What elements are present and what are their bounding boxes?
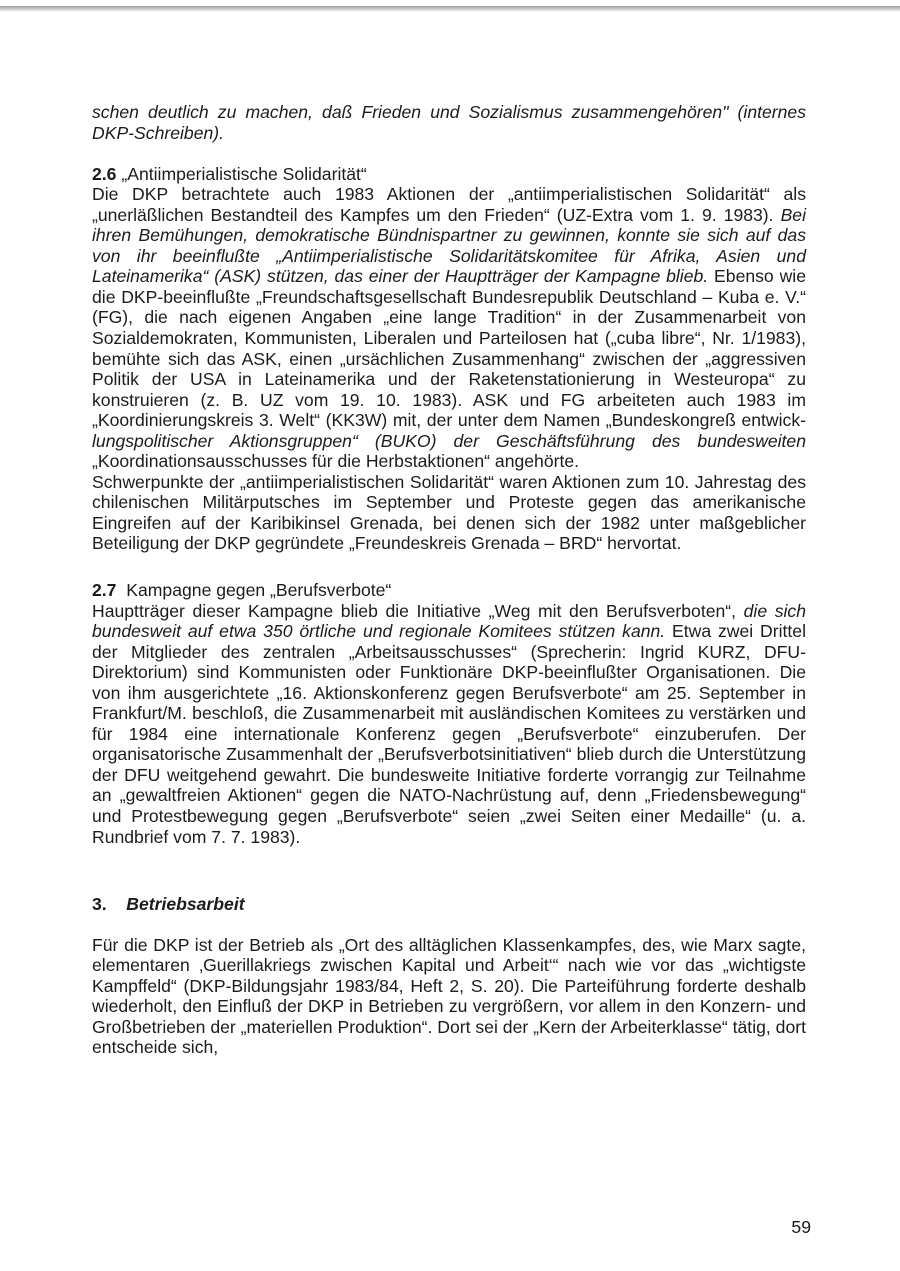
section-3-number: 3.: [92, 893, 107, 914]
spacer: [92, 914, 806, 935]
section-2-7-title: Kampagne gegen „Berufsverbote“: [126, 579, 392, 600]
intro-paragraph: [92, 102, 806, 143]
text-run: Schwerpunkte der „antiimperialistischen Solidarität“ waren Aktionen zum 10. Jahrestag des chilenischen Militärputsches im September und Proteste gegen das amerikanische Eingreifen auf der Karibikinsel Grenada, bei denen sich der 1982 unter maßgeblicher Beteiligung der DKP gegründete „Freundeskreis Grenada – BRD“ hervortat.: [92, 471, 806, 554]
text-run: Etwa zwei Drittel der Mitglieder des zentralen „Arbeitsausschusses“ (Sprecherin: Ingrid KURZ, DFU-Direktorium) sind Kommunisten oder Funktionäre DKP-beeinflußter Organisationen. Die von ihm ausgerichtete „16. Aktionskonferenz gegen Berufsverbote“ am 25. September in Frankfurt/M. beschloß, die Zusammenarbeit mit ausländischen Komitees zu verstärken und für 1984 eine internationale Konferenz gegen „Berufsverbote“ einzuberufen. Der organisatorische Zusammenhalt der „Berufsverbotsinitiativen“ blieb durch die Unterstützung der DFU weitgehend gewahrt. Die bundesweite Initiative forderte vorrangig zur Teilnahme an „gewaltfreien Aktionen“ gegen die NATO-Nachrüstung auf, denn „Friedensbewegung“ und Protestbewegung gegen „Berufsverbote“ seien „zwei Seiten einer Medaille“ (u. a. Rundbrief vom 7. 7. 1983).: [92, 621, 806, 847]
section-2-6-paragraph-1: [92, 184, 806, 472]
text-run-italic: die sich bundesweit auf etwa 350 örtliche und regionale Komitees stützen kann.: [92, 600, 806, 642]
section-3-heading: [92, 894, 806, 915]
text-run-italic: Bei ihren Bemühungen, demokratische Bündnispartner zu gewinnen, konnte sie sich auf das von ihr beeinflußte „Antiimperialistische Solidaritätskomitee für Afrika, Asien und Lateinamerika“ (ASK) stützen, das einer der Hauptträger der Kampagne blieb.: [92, 204, 806, 287]
section-3-title: Betriebsarbeit: [126, 893, 245, 914]
spacer: [92, 847, 806, 873]
section-2-6-paragraph-2: [92, 472, 806, 554]
section-2-7-number: 2.7: [92, 579, 117, 600]
spacer: [92, 554, 806, 580]
text-run: Für die DKP ist der Betrieb als „Ort des alltäglichen Klassenkampfes, des, wie Marx sagte, elementaren ‚Guerillakriegs zwischen Kapital und Arbeit‘“ nach wie vor das „wichtigste Kampffeld“ (DKP-Bildungsjahr 1983/84, Heft 2, S. 20). Die Parteiführung forderte deshalb wiederholt, den Einfluß der DKP in Betrieben zu vergrößern, vor allem in den Konzern- und Großbetrieben der „materiellen Produktion“. Dort sei der „Kern der Arbeiterklasse“ tätig, dort entscheide sich,: [92, 934, 806, 1058]
spacer: [92, 873, 806, 894]
section-2-7-heading: [92, 580, 806, 601]
text-run-italic: lungspolitischer Aktionsgruppen“ (BUKO) der Geschäftsführung des bundesweiten: [92, 430, 806, 451]
intro-text: schen deutlich zu machen, daß Frieden und Sozialismus zusammengehören" (internes DKP-Schreiben).: [92, 102, 806, 143]
section-2-6-title: „Antiimperialistische Solidarität“: [121, 163, 367, 184]
scan-edge: [0, 6, 900, 12]
spacer: [92, 143, 806, 164]
section-2-7-paragraph-1: [92, 601, 806, 848]
text-run: Ebenso wie die DKP-beeinflußte „Freundschaftsgesellschaft Bundesrepublik Deutschland – Kuba e. V.“ (FG), die nach eigenen Angaben „eine lange Tradition“ in der Zusammenarbeit von Sozialdemokraten, Kommunisten, Liberalen und Parteilosen hat („cuba libre“, Nr. 1/1983), bemühte sich das ASK, einen „ursächlichen Zusammenhang“ zwischen der „aggressiven Politik der USA in Lateinamerika und der Raketenstationierung in Westeuropa“ zu konstruieren (z. B. UZ vom 19. 10. 1983). ASK und FG arbeiteten auch 1983 im „Koordinierungskreis 3. Welt“ (KK3W) mit, der unter dem Namen „Bundeskongreß entwick-: [92, 266, 806, 431]
section-2-6-number: 2.6: [92, 163, 117, 184]
document-body: [92, 102, 806, 1058]
page-number: 59: [791, 1217, 811, 1237]
text-run: Hauptträger dieser Kampagne blieb die Initiative „Weg mit den Berufsverboten“,: [92, 600, 744, 621]
section-2-6-heading: [92, 164, 806, 185]
text-run: „Koordinationsausschusses für die Herbstaktionen“ angehörte.: [92, 451, 580, 472]
text-run: Die DKP betrachtete auch 1983 Aktionen der „antiimperialistischen Solidarität“ als „unerläßlichen Bestandteil des Kampfes um den Frieden“ (UZ-Extra vom 1. 9. 1983).: [92, 184, 806, 225]
section-3-paragraph-1: [92, 935, 806, 1058]
